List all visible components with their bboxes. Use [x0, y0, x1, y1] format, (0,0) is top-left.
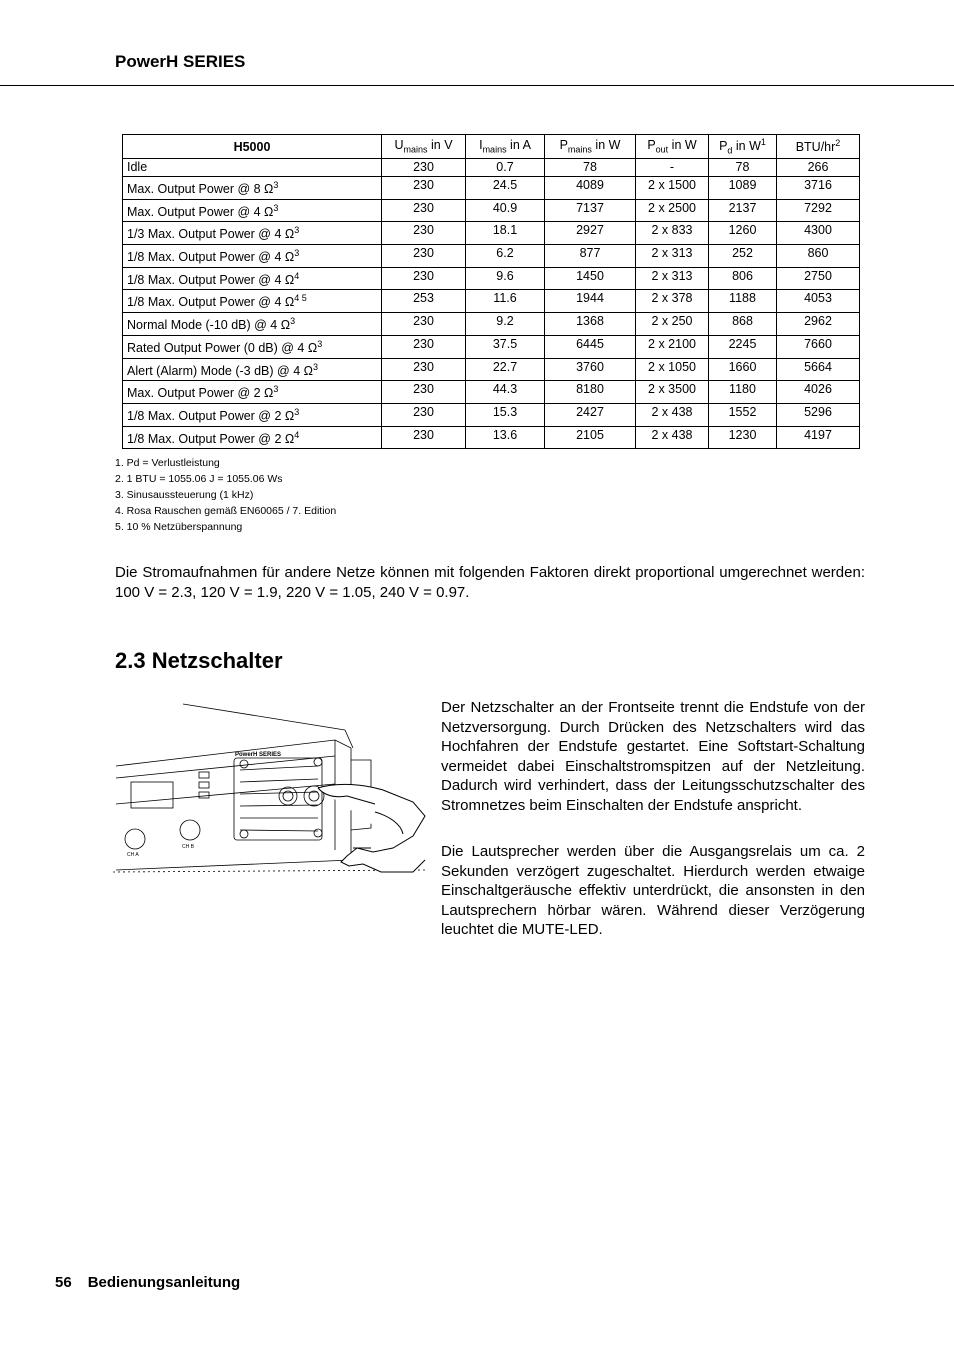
- table-cell: 4053: [777, 290, 860, 313]
- knob-left-label: CH A: [127, 852, 139, 858]
- table-cell: 868: [709, 313, 777, 336]
- table-row: [123, 199, 860, 222]
- table-cell: 1660: [709, 358, 777, 381]
- table-cell: 2105: [545, 426, 636, 449]
- table-cell: 5664: [777, 358, 860, 381]
- header-rule: [0, 85, 954, 86]
- table-cell: 230: [382, 159, 466, 177]
- header-title: PowerH SERIES: [115, 52, 246, 71]
- table-cell: 2 x 1050: [636, 358, 709, 381]
- table-row: [123, 177, 860, 200]
- table-row: [123, 403, 860, 426]
- table-cell: 1180: [709, 381, 777, 404]
- table-cell: 24.5: [466, 177, 545, 200]
- table-cell: 2137: [709, 199, 777, 222]
- table-cell: 6.2: [466, 245, 545, 268]
- table-cell: 7660: [777, 335, 860, 358]
- table-row: [123, 381, 860, 404]
- power-consumption-table: [122, 134, 860, 449]
- table-cell: 4026: [777, 381, 860, 404]
- table-cell: 230: [382, 177, 466, 200]
- table-cell: 40.9: [466, 199, 545, 222]
- footnote: 3. Sinusaussteuerung (1 kHz): [115, 489, 254, 501]
- section-paragraph-2: Die Lautsprecher werden über die Ausgangsrelais um ca. 2 Sekunden verzögert zugeschaltet. Hierdurch werden etwaige Einschaltgeräusche effektiv unterdrückt, die ansonsten in den Lautsprechern hörbar wären. Während dieser Verzögerung leuchtet die MUTE-LED.: [441, 843, 865, 938]
- table-cell: 877: [545, 245, 636, 268]
- table-cell: 230: [382, 426, 466, 449]
- table-cell: 806: [709, 267, 777, 290]
- table-row: [123, 426, 860, 449]
- table-cell: 1368: [545, 313, 636, 336]
- row-label: 1/8 Max. Output Power @ 4 $\Omega^4$: [123, 267, 382, 290]
- row-label: Max. Output Power @ 4 $\Omega^3$: [123, 199, 382, 222]
- table-body: [123, 159, 860, 449]
- table-cell: 37.5: [466, 335, 545, 358]
- col-header: $P_d$ in $W^1$: [709, 135, 777, 159]
- table-cell: 7137: [545, 199, 636, 222]
- row-label: Alert (Alarm) Mode (-3 dB) @ 4 $\Omega^3$: [123, 358, 382, 381]
- table-cell: 4300: [777, 222, 860, 245]
- table-cell: 266: [777, 159, 860, 177]
- amplifier-illustration: [113, 700, 431, 878]
- table-cell: 2750: [777, 267, 860, 290]
- footnotes: [115, 455, 336, 535]
- table-cell: 78: [545, 159, 636, 177]
- table-cell: 44.3: [466, 381, 545, 404]
- table-cell: 230: [382, 199, 466, 222]
- row-label: Max. Output Power @ 2 $\Omega^3$: [123, 381, 382, 404]
- table-cell: 1230: [709, 426, 777, 449]
- table-cell: 2 x 438: [636, 426, 709, 449]
- table-cell: 2 x 2100: [636, 335, 709, 358]
- col-header: $I_{mains}$ in A: [466, 135, 545, 159]
- table-cell: 230: [382, 358, 466, 381]
- row-label: 1/8 Max. Output Power @ 2 $\Omega^3$: [123, 403, 382, 426]
- footnote: 4. Rosa Rauschen gemäß EN60065 / 7. Edition: [115, 505, 337, 517]
- table-cell: 230: [382, 313, 466, 336]
- row-label: Max. Output Power @ 8 $\Omega^3$: [123, 177, 382, 200]
- table-cell: 2 x 438: [636, 403, 709, 426]
- table-cell: 230: [382, 381, 466, 404]
- table-cell: 1944: [545, 290, 636, 313]
- page-number: 56: [55, 1274, 72, 1291]
- col-header: $U_{mains}$ in V: [382, 135, 466, 159]
- table-cell: -: [636, 159, 709, 177]
- table-row: [123, 313, 860, 336]
- table-cell: 8180: [545, 381, 636, 404]
- table-cell: 13.6: [466, 426, 545, 449]
- table-cell: 1450: [545, 267, 636, 290]
- table-cell: 6445: [545, 335, 636, 358]
- table-cell: 2927: [545, 222, 636, 245]
- section-paragraph-1: Der Netzschalter an der Frontseite trennt die Endstufe von der Netzversorgung. Durch Drücken des Netzschalters wird das Hochfahren der Endstufe gestartet. Eine Softstart-Schaltung vermeidet dabei Einschaltstromspitzen auf der Netzleitung. Dadurch wird verhindert, dass der Leitungsschutzschalter des Stromnetzes beim Einschalten der Endstufe anspricht.: [441, 699, 865, 814]
- table-cell: 230: [382, 335, 466, 358]
- table-row: [123, 245, 860, 268]
- table-cell: 230: [382, 403, 466, 426]
- row-label: Rated Output Power (0 dB) @ 4 $\Omega^3$: [123, 335, 382, 358]
- table-row: [123, 358, 860, 381]
- table-cell: 4197: [777, 426, 860, 449]
- table-row: [123, 267, 860, 290]
- table-cell: 2962: [777, 313, 860, 336]
- table-cell: 22.7: [466, 358, 545, 381]
- footer-label: Bedienungsanleitung: [87, 1274, 241, 1291]
- row-label: 1/8 Max. Output Power @ 4 $\Omega^3$: [123, 245, 382, 268]
- table-cell: 2 x 2500: [636, 199, 709, 222]
- row-label: Idle: [123, 159, 382, 177]
- table-cell: 230: [382, 267, 466, 290]
- table-cell: 0.7: [466, 159, 545, 177]
- table-cell: 7292: [777, 199, 860, 222]
- table-cell: 18.1: [466, 222, 545, 245]
- table-cell: 2 x 1500: [636, 177, 709, 200]
- brand-text: PowerH SERIES: [235, 752, 282, 758]
- table-cell: 2 x 313: [636, 267, 709, 290]
- table-cell: 2 x 833: [636, 222, 709, 245]
- table-cell: 2 x 378: [636, 290, 709, 313]
- table-cell: 9.6: [466, 267, 545, 290]
- table-row: [123, 335, 860, 358]
- table-cell: 252: [709, 245, 777, 268]
- table-cell: 1260: [709, 222, 777, 245]
- table-cell: 1552: [709, 403, 777, 426]
- table-cell: 5296: [777, 403, 860, 426]
- knob-right-label: CH B: [182, 844, 194, 850]
- table-row: [123, 222, 860, 245]
- table-cell: 3760: [545, 358, 636, 381]
- table-cell: 230: [382, 222, 466, 245]
- row-label: 1/8 Max. Output Power @ 4 $\Omega^{4 5}$: [123, 290, 382, 313]
- col-header: $P_{out}$ in W: [636, 135, 709, 159]
- section-title: 2.3 Netzschalter: [115, 648, 283, 673]
- table-cell: 15.3: [466, 403, 545, 426]
- footnote: 1. Pd = Verlustleistung: [115, 457, 220, 469]
- table-header-row: [123, 135, 860, 159]
- table-row: [123, 290, 860, 313]
- table-cell: 4089: [545, 177, 636, 200]
- table-cell: 78: [709, 159, 777, 177]
- table-cell: 860: [777, 245, 860, 268]
- table-cell: 2245: [709, 335, 777, 358]
- table-cell: 11.6: [466, 290, 545, 313]
- footnote: 2. 1 BTU = 1055.06 J = 1055.06 Ws: [115, 473, 283, 485]
- table-cell: 2 x 250: [636, 313, 709, 336]
- table-cell: 253: [382, 290, 466, 313]
- table-cell: 1089: [709, 177, 777, 200]
- model-header: H5000: [123, 135, 382, 159]
- row-label: 1/3 Max. Output Power @ 4 $\Omega^3$: [123, 222, 382, 245]
- intro-paragraph: Die Stromaufnahmen für andere Netze können mit folgenden Faktoren direkt proportional umgerechnet werden: 100 V = 2.3, 120 V = 1.9, 220 V = 1.05, 240 V = 0.97.: [115, 564, 865, 601]
- table-cell: 2427: [545, 403, 636, 426]
- table-cell: 9.2: [466, 313, 545, 336]
- col-header: $P_{mains}$ in W: [545, 135, 636, 159]
- footnote: 5. 10 % Netzüberspannung: [115, 521, 243, 533]
- col-header: BTU/$hr^2$: [777, 135, 860, 159]
- table-cell: 2 x 3500: [636, 381, 709, 404]
- row-label: Normal Mode (-10 dB) @ 4 $\Omega^3$: [123, 313, 382, 336]
- table-cell: 1188: [709, 290, 777, 313]
- table-cell: 2 x 313: [636, 245, 709, 268]
- table-cell: 3716: [777, 177, 860, 200]
- page-footer: [55, 1274, 240, 1291]
- row-label: 1/8 Max. Output Power @ 2 $\Omega^4$: [123, 426, 382, 449]
- table-row: [123, 159, 860, 177]
- table-cell: 230: [382, 245, 466, 268]
